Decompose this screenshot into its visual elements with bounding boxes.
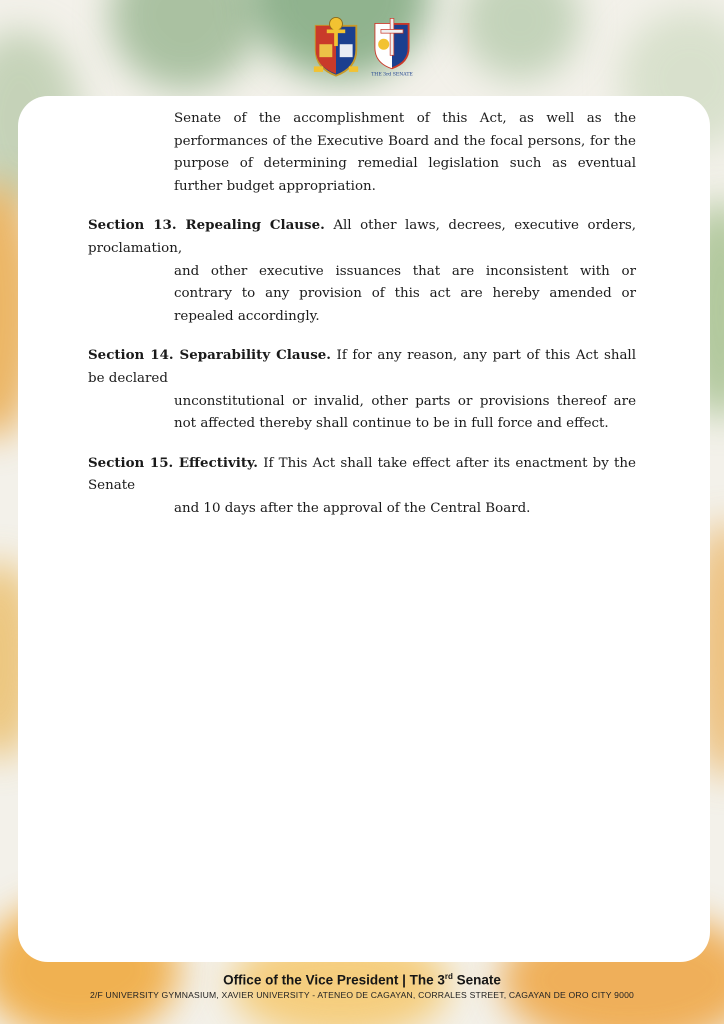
footer-office-title: Office of the Vice President | The 3rd Senate bbox=[223, 972, 501, 988]
footer-address: 2/F UNIVERSITY GYMNASIUM, XAVIER UNIVERSITY - ATENEO DE CAGAYAN, CORRALES STREET, CAGAYAN DE ORO CITY 9000 bbox=[89, 989, 635, 1000]
section-15-text: If This Act shall take effect after its enactment by the Senate bbox=[88, 455, 636, 494]
header-logos bbox=[312, 14, 416, 82]
section-13-first-line bbox=[88, 214, 636, 260]
section-13 bbox=[88, 214, 636, 328]
page-footer bbox=[0, 972, 724, 1000]
university-seal-icon bbox=[312, 14, 360, 80]
senate-shield-icon bbox=[368, 14, 416, 80]
section-15 bbox=[88, 452, 636, 521]
section-13-continuation: and other executive issuances that are inconsistent with or contrary to any provision of this act are hereby amended or repealed accordingly. bbox=[174, 263, 636, 324]
section-14 bbox=[88, 344, 636, 435]
section-15-heading: Section 15. Effectivity. bbox=[88, 454, 258, 471]
section-14-continuation: unconstitutional or invalid, other parts or provisions thereof are not affected thereby shall continue to be in full force and effect. bbox=[174, 393, 636, 432]
section-15-continuation: and 10 days after the approval of the Central Board. bbox=[174, 500, 531, 516]
section-14-text: If for any reason, any part of this Act shall be declared bbox=[88, 348, 636, 386]
section-13-heading: Section 13. Repealing Clause. bbox=[88, 217, 325, 234]
section-14-heading: Section 14. Separability Clause. bbox=[88, 347, 331, 364]
senate-logo-caption: THE 3rd SENATE bbox=[371, 72, 413, 78]
section-15-first-line bbox=[88, 452, 636, 498]
section-13-text: All other laws, decrees, executive orders, proclamation, bbox=[88, 218, 637, 256]
section-14-first-line bbox=[88, 344, 636, 390]
continuation-paragraph: Senate of the accomplishment of this Act, as well as the performances of the Executive Board and the focal persons, for the purpose of determining remedial legislation such as eventual further budget appropriation. bbox=[174, 111, 636, 194]
document-body bbox=[88, 108, 636, 521]
